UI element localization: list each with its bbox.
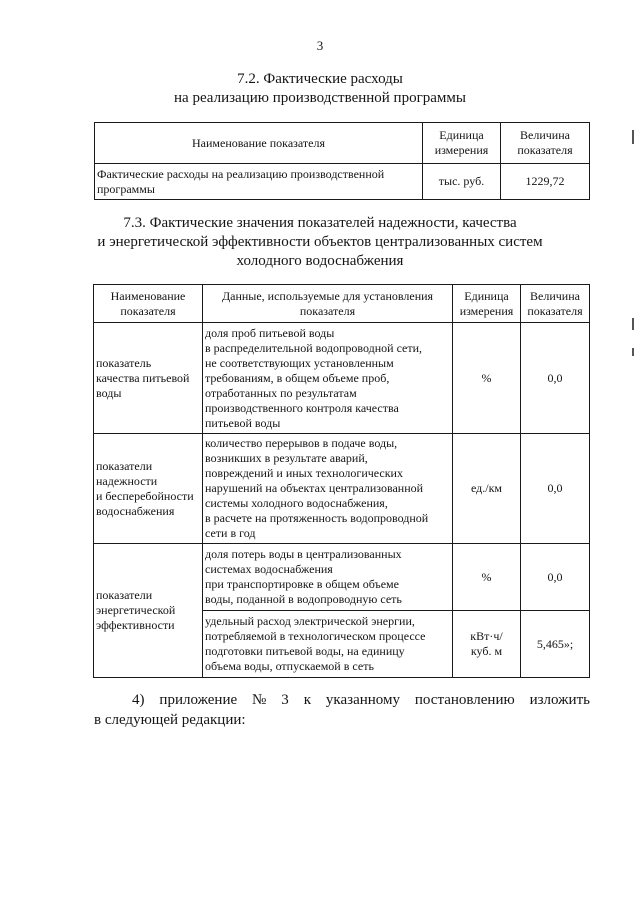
indicator-unit-cell: % (453, 544, 521, 611)
indicator-name-cell: показатели энергетической эффективности (94, 544, 203, 678)
expenses-table (94, 122, 590, 200)
indicator-data-cell: доля потерь воды в централизованных системах водоснабжения при транспортировке в общем объеме воды, поданной в водопроводную сеть (203, 544, 453, 611)
header-name: Наименование показателя (94, 285, 203, 323)
paragraph-line: в следующей редакции: (94, 712, 246, 728)
indicator-data-cell: количество перерывов в подаче воды, возникших в результате аварий, повреждений и иных технологических нарушений на объектах централизованной системы холодного водоснабжения, в расчете на протяженность водопроводной сети в год (203, 434, 453, 544)
indicator-name-cell: показатель качества питьевой воды (94, 323, 203, 434)
paragraph-line: 4) приложение № 3 к указанному постановлению изложить (132, 692, 590, 708)
section-7-3-title-line: и энергетической эффективности объектов централизованных систем (97, 234, 543, 250)
indicators-table (93, 284, 590, 678)
section-7-3-title (0, 214, 640, 271)
expense-name-cell: Фактические расходы на реализацию производственной программы (95, 164, 423, 200)
header-unit: Единица измерения (453, 285, 521, 323)
scan-edge-mark (632, 318, 634, 330)
indicator-value-cell: 0,0 (521, 323, 590, 434)
scan-edge-mark (632, 348, 634, 356)
scan-edge-mark (632, 130, 634, 144)
indicator-data-cell: удельный расход электрической энергии, потребляемой в технологическом процессе подготовки питьевой воды, на единицу объема воды, отпускаемой в сеть (203, 611, 453, 678)
amendment-paragraph (94, 690, 590, 730)
expense-unit-cell: тыс. руб. (423, 164, 501, 200)
indicator-unit-cell: кВт·ч/ куб. м (453, 611, 521, 678)
section-7-2-title-line: 7.2. Фактические расходы (237, 71, 403, 87)
header-value: Величина показателя (501, 123, 590, 164)
indicator-value-cell: 0,0 (521, 434, 590, 544)
indicator-data-cell: доля проб питьевой воды в распределительной водопроводной сети, не соответствующих установленным требованиям, в общем объеме проб, отработанных по результатам производственного контроля качества питьевой воды (203, 323, 453, 434)
header-name: Наименование показателя (95, 123, 423, 164)
indicator-value-cell: 0,0 (521, 544, 590, 611)
header-data: Данные, используемые для установления показателя (203, 285, 453, 323)
indicator-value-cell: 5,465»; (521, 611, 590, 678)
page-number: 3 (316, 38, 324, 53)
section-7-3-title-line: холодного водоснабжения (236, 253, 404, 269)
expense-value-cell: 1229,72 (501, 164, 590, 200)
indicator-name-cell: показатели надежности и бесперебойности водоснабжения (94, 434, 203, 544)
section-7-2-title-line: на реализацию производственной программы (174, 90, 466, 106)
indicator-unit-cell: % (453, 323, 521, 434)
section-7-2-title (0, 70, 640, 108)
section-7-3-title-line: 7.3. Фактические значения показателей надежности, качества (123, 215, 517, 231)
indicator-unit-cell: ед./км (453, 434, 521, 544)
header-value: Величина показателя (521, 285, 590, 323)
header-unit: Единица измерения (423, 123, 501, 164)
